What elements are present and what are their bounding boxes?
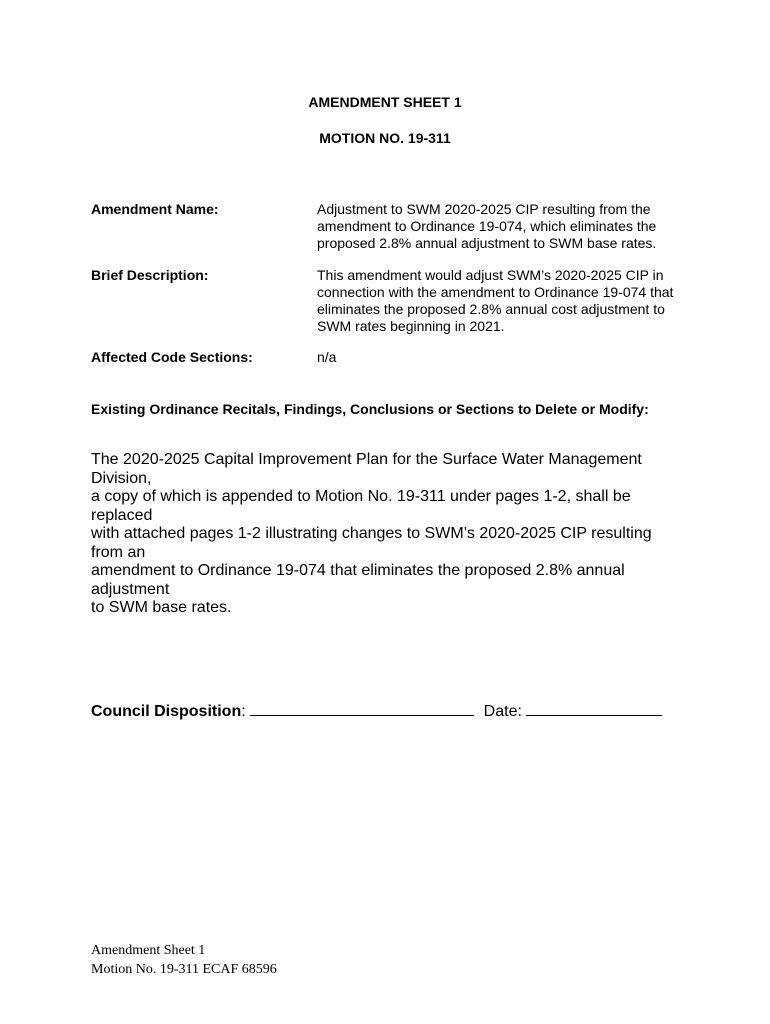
page-title: AMENDMENT SHEET 1	[308, 94, 462, 110]
affected-code-sections-value: n/a	[317, 349, 337, 365]
footer-line-1: Amendment Sheet 1	[91, 943, 206, 958]
date-blank[interactable]	[526, 701, 662, 716]
existing-ordinance-heading: Existing Ordinance Recitals, Findings, Conclusions or Sections to Delete or Modify:	[91, 401, 649, 417]
amendment-name-line: amendment to Ordinance 19-074, which eliminates the	[317, 218, 657, 234]
body-line: to SWM base rates.	[91, 599, 232, 616]
amendment-name-line: Adjustment to SWM 2020-2025 CIP resulting from the	[317, 201, 651, 217]
council-disposition-colon: :	[241, 703, 246, 720]
footer-line-2: Motion No. 19-311 ECAF 68596	[91, 962, 277, 977]
brief-description-value	[317, 267, 697, 335]
body-line: with attached pages 1-2 illustrating changes to SWM’s 2020-2025 CIP resulting from an	[91, 525, 652, 561]
body-line: a copy of which is appended to Motion No. 19-311 under pages 1-2, shall be replaced	[91, 488, 631, 524]
amendment-name-value	[317, 201, 697, 252]
brief-description-line: connection with the amendment to Ordinance 19-074 that	[317, 284, 674, 300]
amendment-name-line: proposed 2.8% annual adjustment to SWM base rates.	[317, 235, 657, 251]
brief-description-line: This amendment would adjust SWM’s 2020-2025 CIP in	[317, 267, 664, 283]
council-disposition-blank[interactable]	[250, 701, 474, 716]
footer	[91, 941, 277, 979]
affected-code-sections-label: Affected Code Sections:	[91, 349, 253, 365]
brief-description-label: Brief Description:	[91, 267, 209, 283]
motion-number: MOTION NO. 19-311	[319, 130, 451, 146]
council-disposition-row	[91, 701, 662, 721]
date-label: Date:	[483, 703, 522, 720]
council-disposition-label: Council Disposition	[91, 703, 242, 720]
body-line: The 2020-2025 Capital Improvement Plan for the Surface Water Management Division,	[91, 451, 642, 487]
body-paragraph	[91, 451, 681, 618]
amendment-name-label: Amendment Name:	[91, 201, 219, 217]
brief-description-line: SWM rates beginning in 2021.	[317, 318, 505, 334]
brief-description-line: eliminates the proposed 2.8% annual cost adjustment to	[317, 301, 665, 317]
body-line: amendment to Ordinance 19-074 that eliminates the proposed 2.8% annual adjustment	[91, 562, 625, 598]
